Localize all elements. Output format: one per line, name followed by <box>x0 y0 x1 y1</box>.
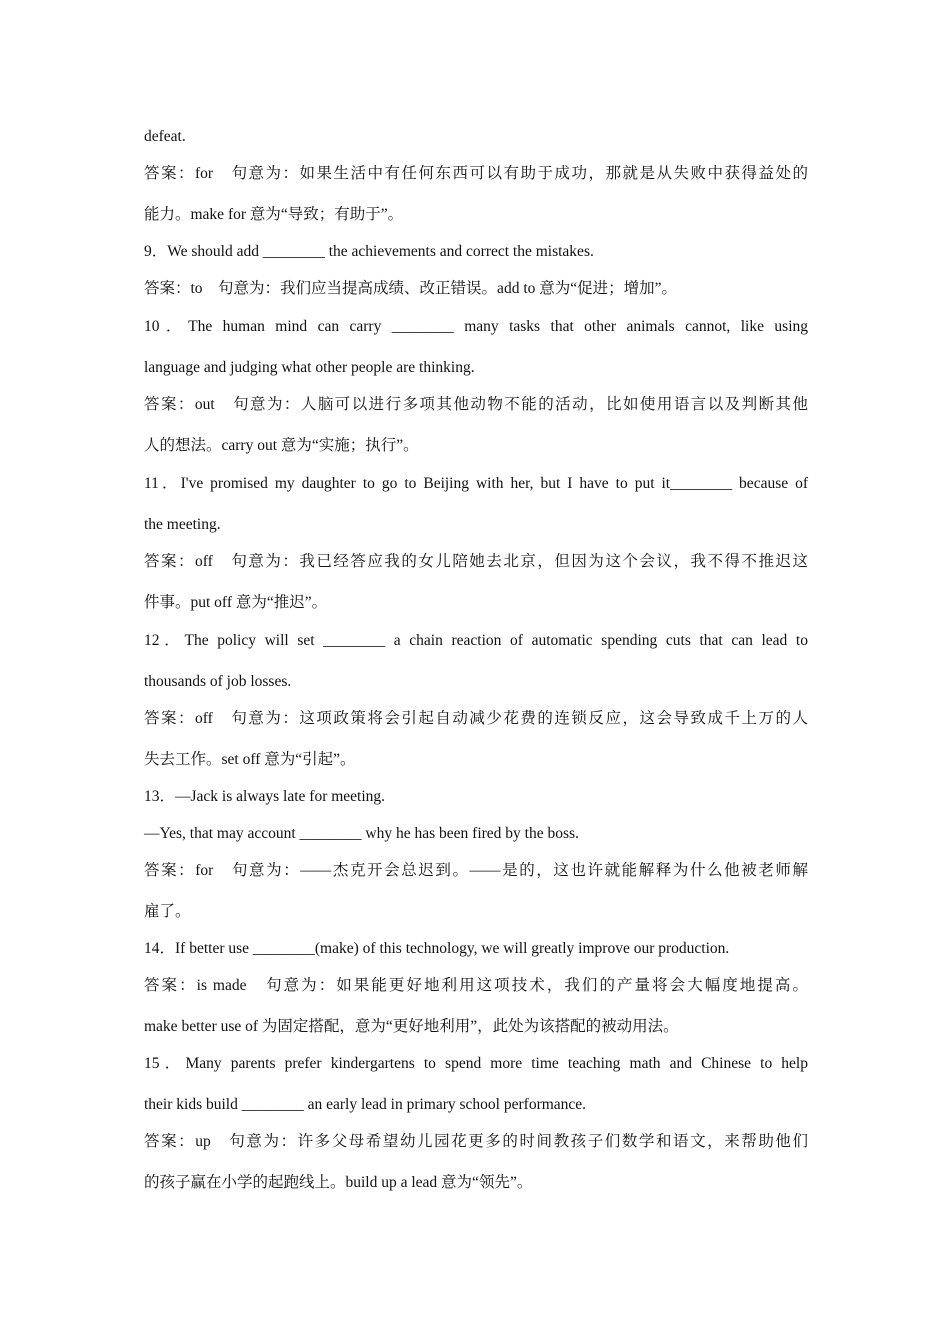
question-14: 14．If better use ________(make) of this technology, we will greatly improve our production. <box>144 940 730 957</box>
text-line: 失去工作。set off 意为“引起”。 <box>144 751 356 768</box>
question-10: 10．The human mind can carry ________ many tasks that other animals cannot, like using <box>144 318 808 335</box>
answer-11: 答案：off 句意为：我已经答应我的女儿陪她去北京，但因为这个会议，我不得不推迟这 <box>144 553 808 570</box>
text-line: make better use of 为固定搭配，意为“更好地利用”，此处为该搭配的被动用法。 <box>144 1018 679 1035</box>
question-13: 13．—Jack is always late for meeting. <box>144 788 386 805</box>
text-line: the meeting. <box>144 516 221 533</box>
question-9: 9．We should add ________ the achievements and correct the mistakes. <box>144 243 594 260</box>
text-line: —Yes, that may account ________ why he has been fired by the boss. <box>144 825 579 842</box>
text-line: 人的想法。carry out 意为“实施；执行”。 <box>144 437 419 454</box>
answer-13: 答案：for 句意为：——杰克开会总迟到。——是的，这也许就能解释为什么他被老师解 <box>144 862 808 879</box>
answer-line: 答案：for 句意为：如果生活中有任何东西可以有助于成功，那就是从失败中获得益处的 <box>144 165 808 182</box>
text-line: thousands of job losses. <box>144 673 292 690</box>
question-15: 15．Many parents prefer kindergartens to spend more time teaching math and Chinese to help <box>144 1055 808 1072</box>
answer-10: 答案：out 句意为：人脑可以进行多项其他动物不能的活动，比如使用语言以及判断其他 <box>144 396 808 413</box>
text-line: their kids build ________ an early lead in primary school performance. <box>144 1096 587 1113</box>
text-line: language and judging what other people are thinking. <box>144 359 475 376</box>
text-line: 件事。put off 意为“推迟”。 <box>144 594 328 611</box>
text-line: 能力。make for 意为“导致；有助于”。 <box>144 206 404 223</box>
answer-9: 答案：to 句意为：我们应当提高成绩、改正错误。add to 意为“促进；增加”。 <box>144 280 678 297</box>
question-11: 11．I've promised my daughter to go to Beijing with her, but I have to put it________ because of <box>144 475 808 492</box>
answer-15: 答案：up 句意为：许多父母希望幼儿园花更多的时间教孩子们数学和语文，来帮助他们 <box>144 1133 808 1150</box>
text-line: 雇了。 <box>144 903 191 920</box>
answer-14: 答案：is made 句意为：如果能更好地利用这项技术，我们的产量将会大幅度地提高。 <box>144 977 808 994</box>
question-12: 12．The policy will set ________ a chain reaction of automatic spending cuts that can lead to <box>144 632 808 649</box>
answer-12: 答案：off 句意为：这项政策将会引起自动减少花费的连锁反应，这会导致成千上万的人 <box>144 710 808 727</box>
text-line: defeat. <box>144 128 186 145</box>
text-line: 的孩子赢在小学的起跑线上。build up a lead 意为“领先”。 <box>144 1174 533 1191</box>
